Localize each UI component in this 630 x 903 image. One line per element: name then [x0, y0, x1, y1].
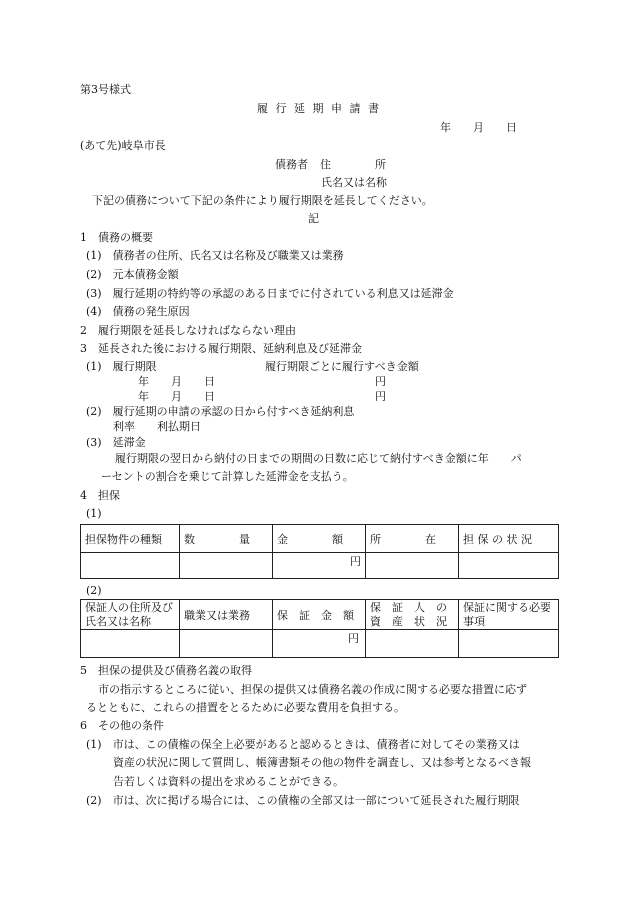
section-5-heading: 5 担保の提供及び債務名義の取得 [80, 664, 252, 677]
table-row [81, 553, 559, 579]
amount-yen-cell: 円 [273, 630, 366, 658]
section-1-item: (3) 履行延期の特約等の承認のある日までに付されている利息又は延滞金 [86, 287, 454, 300]
section-5-text: るとともに、これらの措置をとるために必要な費用を負担する。 [86, 701, 405, 714]
section-6-item: 資産の状況に関して質問し、帳簿書類その他の物件を調査し、又は参考となるべき報 [113, 756, 531, 769]
section-2-heading: 2 履行期限を延長しなければならない理由 [80, 324, 296, 337]
section-6-item: (2) 市は、次に掲げる場合には、この債権の全部又は一部について延長された履行期限 [86, 794, 520, 807]
table-cell [459, 630, 559, 658]
document-title: 履 行 延 期 申 請 書 [257, 102, 381, 115]
table-header: 所 在 [366, 525, 459, 553]
table-row [81, 630, 559, 658]
intro-text: 下記の債務について下記の条件により履行期限を延長してください。 [92, 194, 433, 207]
amount-yen-cell: 円 [273, 553, 366, 579]
section-1-item: (2) 元本債務金額 [86, 268, 179, 281]
table-header: 担保物件の種類 [81, 525, 180, 553]
installment-date: 年 月 日 [138, 390, 215, 403]
table-cell [459, 553, 559, 579]
table-cell [81, 630, 180, 658]
table-header-row [81, 600, 559, 630]
table-cell [81, 553, 180, 579]
installment-date: 年 月 日 [138, 375, 215, 388]
section-4-heading: 4 担保 [80, 489, 120, 502]
ki-label: 記 [308, 212, 319, 225]
table-cell [366, 630, 459, 658]
late-charge-text: 履行期限の翌日から納付の日までの期間の日数に応じて納付すべき金額に年 パ [115, 452, 522, 465]
table-header: 保 証 人 の資 産 状 況 [366, 600, 459, 630]
section-1-heading: 1 債務の概要 [80, 231, 153, 244]
installment-yen: 円 [375, 375, 386, 388]
section-5-text: 市の指示するところに従い、担保の提供又は債務名義の作成に関する必要な措置に応ず [98, 683, 527, 696]
table-header: 担 保 の 状 況 [459, 525, 559, 553]
table-cell [366, 553, 459, 579]
installment-amount-label: 履行期限ごとに履行すべき金額 [265, 360, 419, 373]
table-header: 保 証 金 額 [273, 600, 366, 630]
deferred-interest-label: (2) 履行延期の申請の承認の日から付すべき延納利息 [86, 405, 355, 418]
late-charge-label: (3) 延滞金 [86, 436, 146, 449]
section-3-heading: 3 延長された後における履行期限、延納利息及び延滞金 [80, 342, 362, 355]
section-6-item: (1) 市は、この債権の保全上必要があると認めるときは、債務者に対してその業務又は [86, 738, 520, 751]
section-1-item: (1) 債務者の住所、氏名又は名称及び職業又は業務 [86, 249, 344, 262]
interest-rate-row: 利率 利払期日 [113, 420, 201, 433]
table-header: 職業又は業務 [180, 600, 273, 630]
deadline-label: (1) 履行期限 [86, 360, 157, 373]
late-charge-text: ーセントの割合を乗じて計算した延滞金を支払う。 [101, 470, 354, 483]
form-number: 第3号様式 [80, 83, 131, 96]
address-label: 住 所 [320, 158, 386, 171]
section-6-heading: 6 その他の条件 [80, 719, 164, 732]
date-line: 年 月 日 [440, 121, 517, 134]
collateral-table [80, 524, 559, 579]
table-header-row [81, 525, 559, 553]
addressee: (あて先)岐阜市長 [80, 139, 166, 152]
table-header: 保証に関する必要事項 [459, 600, 559, 630]
guarantor-table-label: (2) [86, 584, 102, 597]
installment-yen: 円 [375, 390, 386, 403]
table-cell [180, 553, 273, 579]
table-header: 金 額 [273, 525, 366, 553]
table-cell [180, 630, 273, 658]
table-header: 数 量 [180, 525, 273, 553]
section-6-item: 告若しくは資料の提出を求めることができる。 [113, 775, 344, 788]
name-label: 氏名又は名称 [321, 176, 387, 189]
collateral-table-label: (1) [86, 507, 102, 520]
table-header: 保証人の住所及び氏名又は名称 [81, 600, 180, 630]
debtor-label: 債務者 [275, 158, 308, 171]
guarantor-table [80, 599, 559, 658]
section-1-item: (4) 債務の発生原因 [86, 305, 190, 318]
